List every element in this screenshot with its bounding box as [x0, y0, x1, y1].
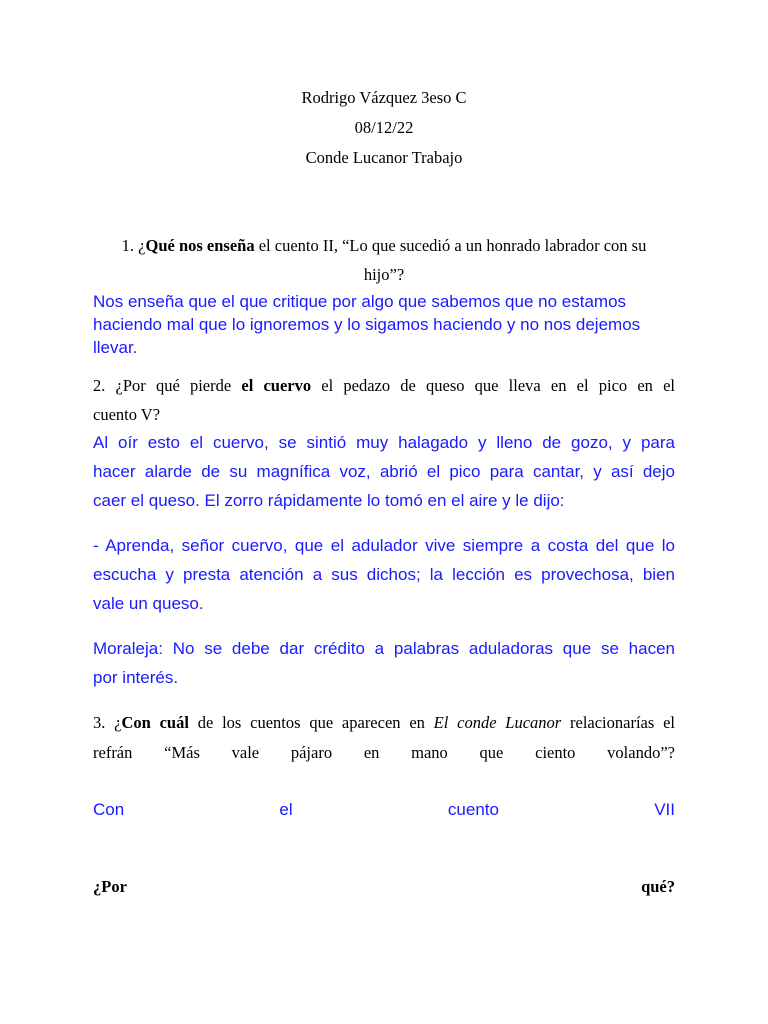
question-3: 3. ¿Con cuál de los cuentos que aparecen en El conde Lucanor relacionarías el	[93, 713, 675, 732]
answer-2-p1-line-3: caer el queso. El zorro rápidamente lo tomó en el aire y le dijo:	[93, 491, 565, 510]
answer-1-line-3: llevar.	[93, 338, 138, 357]
question-3-line-2: refrán “Más vale pájaro en mano que ciento volando”?	[93, 743, 675, 762]
question-1: 1. ¿Qué nos enseña el cuento II, “Lo que sucedió a un honrado labrador con su	[121, 236, 647, 255]
answer-2-p2-line-1: - Aprenda, señor cuervo, que el adulador vive siempre a costa del que lo	[93, 536, 675, 555]
answer-2-p1-line-1: Al oír esto el cuervo, se sintió muy halagado y lleno de gozo, y para	[93, 433, 675, 452]
answer-1-line-2: haciendo mal que lo ignoremos y lo sigamos haciendo y no nos dejemos	[93, 315, 641, 334]
answer-3: Con el cuento VII	[93, 800, 675, 819]
answer-2-p3-line-1: Moraleja: No se debe dar crédito a palabras aduladoras que se hacen	[93, 639, 675, 658]
answer-1-line-1: Nos enseña que el que critique por algo que sabemos que no estamos	[93, 292, 627, 311]
answer-2-p3-line-2: por interés.	[93, 668, 179, 687]
question-2-line-2: cuento V?	[93, 405, 161, 424]
answer-2-p1-line-2: hacer alarde de su magnífica voz, abrió el pico para cantar, y así dejo	[93, 462, 675, 481]
why-question: ¿Por qué?	[93, 877, 675, 896]
answer-2-p2-line-3: vale un queso.	[93, 594, 204, 613]
question-1-line-2: hijo”?	[363, 265, 405, 284]
author-line: Rodrigo Vázquez 3eso C	[301, 88, 467, 107]
question-2: 2. ¿Por qué pierde el cuervo el pedazo de queso que lleva en el pico en el	[93, 376, 675, 395]
work-title: Conde Lucanor Trabajo	[305, 148, 463, 167]
answer-2-p2-line-2: escucha y presta atención a sus dichos; la lección es provechosa, bien	[93, 565, 675, 584]
date-line: 08/12/22	[354, 118, 414, 137]
